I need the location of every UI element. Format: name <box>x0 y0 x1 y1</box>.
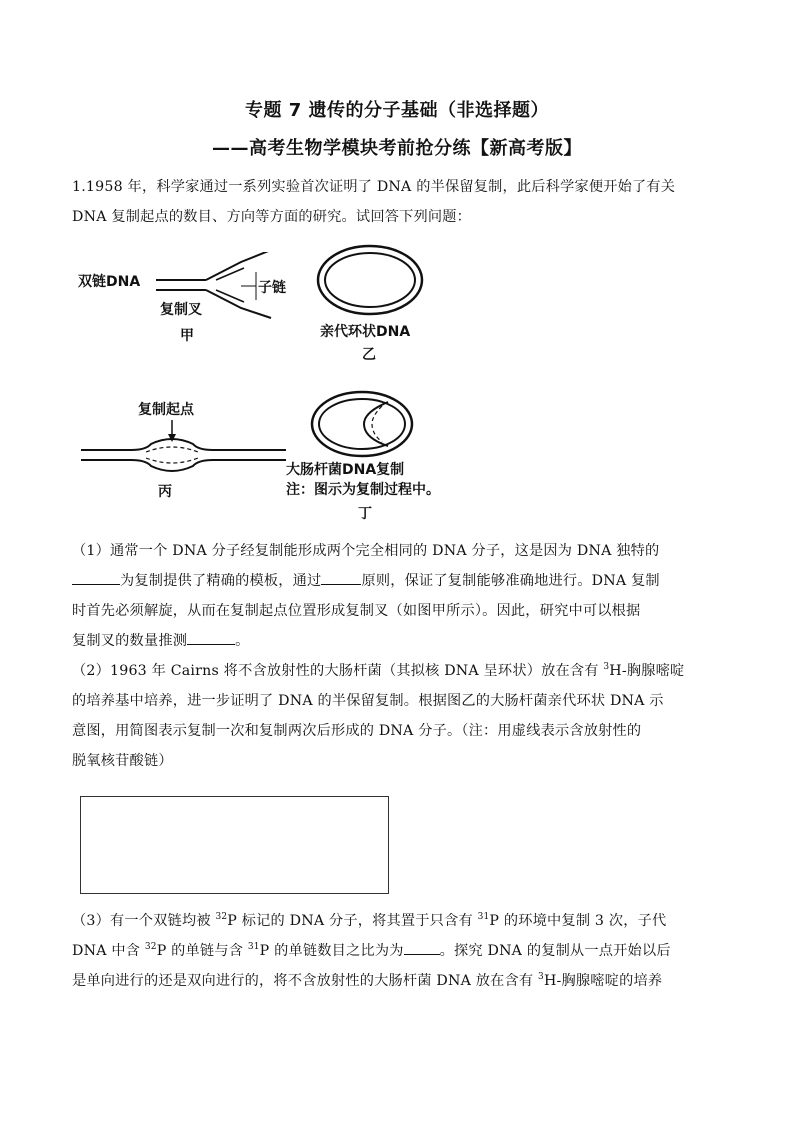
jia-fork-upper-parent <box>206 252 271 280</box>
jia-fork-lower-child <box>216 290 244 302</box>
part-2-text-1b: H-胸腺嘧啶 <box>609 663 685 679</box>
part-3-text-3b: H-胸腺嘧啶的培养 <box>543 973 663 989</box>
ding-note: 注：图示为复制过程中。 <box>286 482 440 498</box>
ding-outer-ring <box>312 392 412 456</box>
ding-caption: 丁 <box>358 506 372 522</box>
isotope-superscript: 3 <box>538 972 544 982</box>
part-1-text-4: 复制叉的数量推测 <box>72 633 188 649</box>
part-3-text-2a: DNA 中含 <box>72 943 145 959</box>
intro-line-1: 1.1958 年，科学家通过一系列实验首次证明了 DNA 的半保留复制，此后科学家便开始了有关 <box>72 179 676 195</box>
part-3-line-1 <box>72 906 722 936</box>
part-1-text-2a: 为复制提供了精确的模板，通过 <box>120 573 322 589</box>
answer-blank-4[interactable] <box>404 939 440 955</box>
part-3-text-2c: P 的单链数目之比为为 <box>259 943 404 959</box>
ding-inner-ring <box>319 399 405 449</box>
part-1-text-2b: 原则，保证了复制能够准确地进行。DNA 复制 <box>361 573 660 589</box>
bing-label-origin: 复制起点 <box>138 402 194 418</box>
figure-ding-diagram <box>280 390 480 530</box>
part-3-text-3a: 是单向进行的还是双向进行的，将不含放射性的大肠杆菌 DNA 放在含有 <box>72 973 539 989</box>
part-1-line-2 <box>72 566 722 596</box>
part-3-text-2b: P 的单链与含 <box>156 943 248 959</box>
yi-outer-ring <box>318 246 422 314</box>
yi-label: 亲代环状DNA <box>320 324 411 340</box>
yi-caption: 乙 <box>362 347 376 363</box>
figure-yi-diagram <box>310 244 440 364</box>
part-2-line-4: 脱氧核苷酸链） <box>72 753 173 769</box>
part-2-line-1 <box>72 656 722 686</box>
part-1-line-4 <box>72 626 722 656</box>
bing-new-strand-top <box>146 447 198 452</box>
isotope-superscript: 3 <box>603 662 610 672</box>
ding-label: 大肠杆菌DNA复制 <box>286 462 405 478</box>
jia-label-fork: 复制叉 <box>160 302 202 318</box>
part-3-text-1c: P 的环境中复制 3 次，子代 <box>489 913 667 929</box>
part-3 <box>72 906 722 996</box>
isotope-superscript: 31 <box>477 912 490 922</box>
jia-label-strand: 子链 <box>258 280 286 296</box>
jia-label-dsdna: 双链DNA <box>78 274 141 290</box>
answer-blank-3[interactable] <box>187 629 235 645</box>
part-2 <box>72 656 722 776</box>
jia-caption: 甲 <box>180 328 194 344</box>
isotope-superscript: 32 <box>215 912 228 922</box>
page-subtitle: ——高考生物学模块考前抢分练【新高考版】 <box>212 138 582 159</box>
bing-caption: 丙 <box>158 484 172 500</box>
part-1-text-4-end: 。 <box>235 633 250 649</box>
part-3-text-2d: 。探究 DNA 的复制从一点开始以后 <box>439 943 671 959</box>
part-3-text-1a: （3）有一个双链均被 <box>72 913 216 929</box>
answer-blank-1[interactable] <box>72 569 120 585</box>
ding-replication-arc <box>364 402 388 446</box>
isotope-superscript: 32 <box>144 942 157 952</box>
part-2-line-3: 意图，用简图表示复制一次和复制两次后形成的 DNA 分子。（注：用虚线表示含放射性的 <box>72 723 642 739</box>
part-3-text-1b: P 标记的 DNA 分子，将其置于只含有 <box>227 913 478 929</box>
part-2-line-2: 的培养基中培养，进一步证明了 DNA 的半保留复制。根据图乙的大肠杆菌亲代环状 DNA 示 <box>72 693 664 709</box>
part-1-line-3: 时首先必须解旋，从而在复制起点位置形成复制叉（如图甲所示）。因此，研究中可以根据 <box>72 603 641 619</box>
figure-bing-diagram <box>76 392 296 502</box>
jia-fork-upper-child <box>216 268 244 280</box>
answer-blank-2[interactable] <box>321 569 361 585</box>
intro-line-2: DNA 复制起点的数目、方向等方面的研究。试回答下列问题： <box>72 209 472 225</box>
part-1 <box>72 536 722 656</box>
page-title: 专题 7 遗传的分子基础（非选择题） <box>244 100 550 121</box>
question-1-intro <box>72 172 722 232</box>
figure-jia-diagram <box>76 252 306 352</box>
answer-drawing-box[interactable] <box>80 796 389 894</box>
yi-inner-ring <box>325 253 415 307</box>
part-2-text-1a: （2）1963 年 Cairns 将不含放射性的大肠杆菌（其拟核 DNA 呈环状）放在含有 <box>72 663 604 679</box>
part-3-line-3 <box>72 966 722 996</box>
isotope-superscript: 31 <box>247 942 260 952</box>
part-1-line-1: （1）通常一个 DNA 分子经复制能形成两个完全相同的 DNA 分子，这是因为 DNA 独特的 <box>72 543 660 559</box>
ding-new-strand-arc <box>372 406 382 442</box>
part-3-line-2 <box>72 936 722 966</box>
bing-new-strand-bottom <box>146 458 198 463</box>
